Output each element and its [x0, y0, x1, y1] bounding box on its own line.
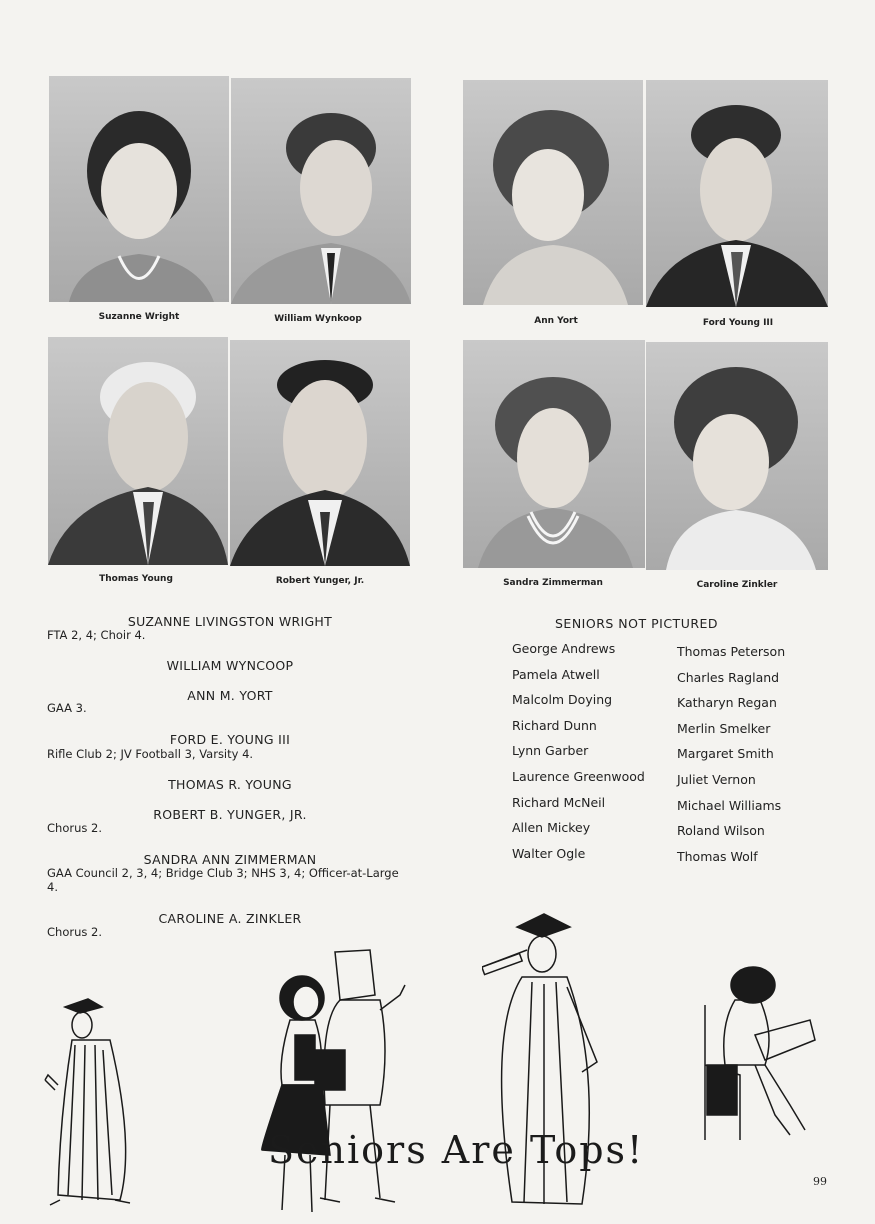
portrait-caption: Robert Yunger, Jr.	[275, 576, 365, 586]
portrait-ford-young-iii	[646, 80, 828, 307]
not-pictured-name: Richard Dunn	[512, 717, 597, 733]
portrait-caption: Caroline Zinkler	[696, 580, 778, 590]
portrait-caroline-zinkler	[646, 342, 828, 570]
bio-name: ANN M. YORT	[187, 688, 273, 703]
not-pictured-name: Pamela Atwell	[512, 666, 600, 682]
bio-name: SUZANNE LIVINGSTON WRIGHT	[127, 614, 333, 629]
not-pictured-name: Richard McNeil	[512, 794, 606, 810]
not-pictured-name: Walter Ogle	[512, 845, 586, 861]
portrait-caption: Sandra Zimmerman	[503, 578, 603, 588]
not-pictured-name: Merlin Smelker	[677, 720, 771, 736]
portrait-robert-yunger-jr	[230, 340, 410, 566]
student-studying-illustration	[695, 965, 825, 1145]
portrait-caption: Thomas Young	[99, 574, 173, 584]
bio-activities: Chorus 2.	[47, 925, 102, 939]
bio-activities: FTA 2, 4; Choir 4.	[47, 628, 146, 642]
not-pictured-name: Malcolm Doying	[512, 692, 613, 708]
not-pictured-name: Michael Williams	[677, 797, 782, 813]
bio-activities: Chorus 2.	[47, 821, 102, 835]
bio-activities: Rifle Club 2; JV Football 3, Varsity 4.	[47, 747, 254, 761]
not-pictured-name: George Andrews	[512, 641, 616, 656]
not-pictured-name: Thomas Wolf	[677, 848, 758, 864]
graduate-walking-illustration	[40, 995, 150, 1210]
portrait-sandra-zimmerman	[463, 340, 645, 568]
not-pictured-name: Roland Wilson	[677, 823, 765, 839]
not-pictured-name: Thomas Peterson	[677, 644, 786, 659]
bio-name: SANDRA ANN ZIMMERMAN	[143, 852, 317, 867]
not-pictured-column-1	[512, 641, 645, 871]
bio-name: THOMAS R. YOUNG	[168, 777, 292, 792]
not-pictured-name: Laurence Greenwood	[512, 768, 645, 784]
not-pictured-column-2	[677, 644, 785, 874]
page-number: 99	[813, 1175, 827, 1188]
bio-activities: GAA 3.	[47, 701, 87, 715]
students-talking-illustration	[240, 940, 415, 1220]
not-pictured-name: Lynn Garber	[512, 743, 589, 759]
portrait-suzanne-wright	[49, 76, 229, 302]
not-pictured-name: Allen Mickey	[512, 820, 591, 836]
bio-name: FORD E. YOUNG III	[169, 732, 291, 747]
portrait-caption: William Wynkoop	[274, 314, 362, 324]
not-pictured-name: Charles Ragland	[677, 669, 780, 685]
not-pictured-name: Margaret Smith	[677, 746, 774, 762]
not-pictured-name: Juliet Vernon	[677, 771, 756, 787]
not-pictured-name: Katharyn Regan	[677, 695, 777, 711]
portrait-caption: Ford Young III	[702, 318, 774, 328]
bio-name: WILLIAM WYNCOOP	[166, 658, 294, 673]
portrait-caption: Ann Yort	[534, 316, 578, 326]
bio-name: CAROLINE A. ZINKLER	[158, 911, 302, 926]
portrait-thomas-young	[48, 337, 228, 565]
page-banner-title: Seniors Are Tops!	[268, 1128, 645, 1172]
not-pictured-title: SENIORS NOT PICTURED	[555, 616, 719, 631]
portrait-caption: Suzanne Wright	[98, 312, 180, 322]
bio-activities: GAA Council 2, 3, 4; Bridge Club 3; NHS 3, 4; Officer-at-Large 4.	[47, 866, 399, 894]
portrait-ann-yort	[463, 80, 643, 305]
bio-name: ROBERT B. YUNGER, JR.	[153, 807, 307, 822]
portrait-william-wynkoop	[231, 78, 411, 304]
